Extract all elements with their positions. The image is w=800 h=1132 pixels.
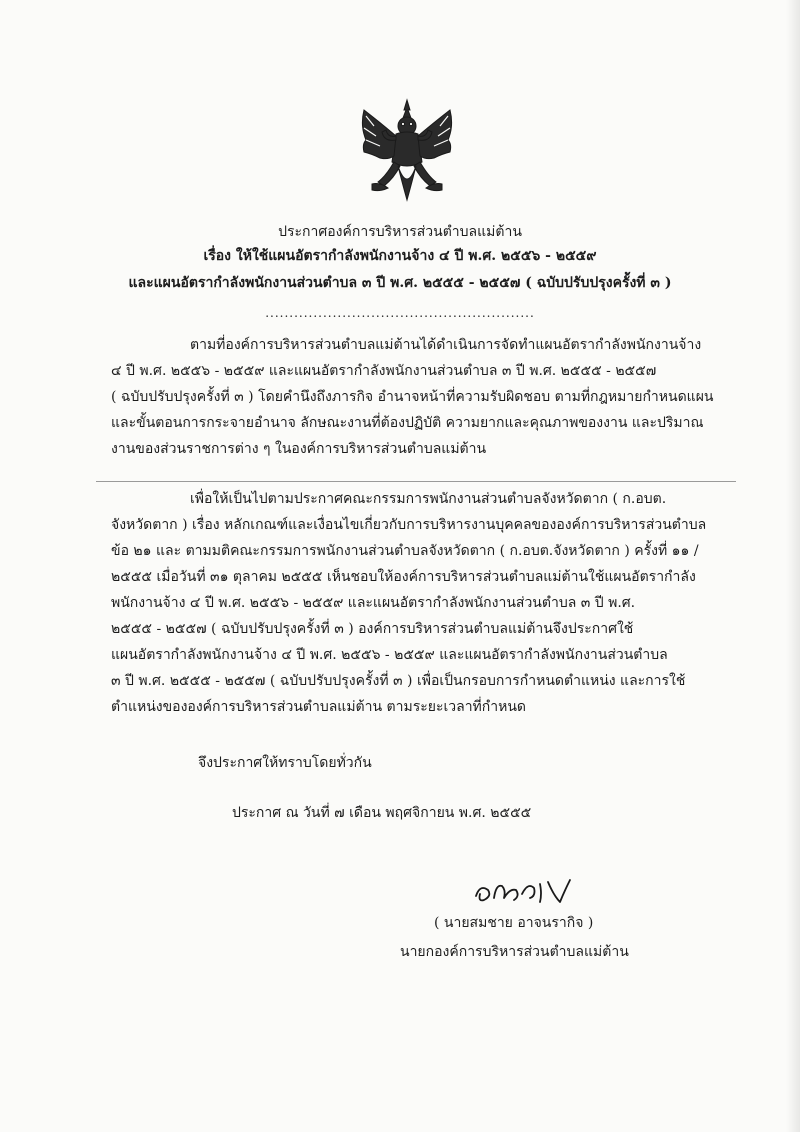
document-subject-line-1: เรื่อง ให้ใช้แผนอัตรากำลังพนักงานจ้าง ๔ ปี พ.ศ. ๒๕๕๖ - ๒๕๕๙ bbox=[203, 248, 597, 264]
paragraph-2-line-3: ข้อ ๒๑ และ ตามมติคณะกรรมการพนักงานส่วนตำบลจังหวัดตาก ( ก.อบต.จังหวัดตาก ) ครั้งที่ ๑๑ / bbox=[111, 543, 699, 559]
closing-statement: จึงประกาศให้ทราบโดยทั่วกัน bbox=[198, 755, 372, 771]
paragraph-1-line-2: ๔ ปี พ.ศ. ๒๕๕๖ - ๒๕๕๙ และแผนอัตรากำลังพนักงานส่วนตำบล ๓ ปี พ.ศ. ๒๕๕๕ - ๒๕๕๗ bbox=[111, 363, 657, 379]
paragraph-2-line-9: ตำแหน่งขององค์การบริหารส่วนตำบลแม่ต้าน ตามระยะเวลาที่กำหนด bbox=[111, 699, 527, 715]
announcement-date: ประกาศ ณ วันที่ ๗ เดือน พฤศจิกายน พ.ศ. ๒๕๕๕ bbox=[232, 805, 532, 821]
paragraph-1-line-3: ( ฉบับปรับปรุงครั้งที่ ๓ ) โดยคำนึงถึงภารกิจ อำนาจหน้าที่ความรับผิดชอบ ตามที่กฎหมายกำหนดแผน bbox=[111, 389, 714, 405]
paragraph-2-line-2: จังหวัดตาก ) เรื่อง หลักเกณฑ์และเงื่อนไขเกี่ยวกับการบริหารงานบุคคลขององค์การบริหารส่วนตำบล bbox=[111, 517, 707, 533]
header-separator: ........................................................ bbox=[265, 306, 535, 320]
signatory-name: ( นายสมชาย อาจนรากิจ ) bbox=[434, 915, 594, 931]
garuda-emblem-icon bbox=[352, 96, 462, 206]
paragraph-2-line-4: ๒๕๕๕ เมื่อวันที่ ๓๑ ตุลาคม ๒๕๕๕ เห็นชอบให้องค์การบริหารส่วนตำบลแม่ต้านใช้แผนอัตรากำลัง bbox=[111, 569, 696, 585]
paragraph-1-line-4: และขั้นตอนการกระจายอำนาจ ลักษณะงานที่ต้องปฏิบัติ ความยากและคุณภาพของงาน และปริมาณ bbox=[111, 415, 704, 431]
paragraph-1-line-5: งานของส่วนราชการต่าง ๆ ในองค์การบริหารส่วนตำบลแม่ต้าน bbox=[111, 441, 487, 457]
paragraph-2-line-8: ๓ ปี พ.ศ. ๒๕๕๕ - ๒๕๕๗ ( ฉบับปรับปรุงครั้งที่ ๓ ) เพื่อเป็นกรอบการกำหนดตำแหน่ง และการใช้ bbox=[111, 673, 686, 689]
handwritten-signature bbox=[470, 872, 580, 910]
paragraph-1-line-1: ตามที่องค์การบริหารส่วนตำบลแม่ต้านได้ดำเนินการจัดทำแผนอัตรากำลังพนักงานจ้าง bbox=[190, 337, 702, 353]
paragraph-2-line-6: ๒๕๕๕ - ๒๕๕๗ ( ฉบับปรับปรุงครั้งที่ ๓ ) องค์การบริหารส่วนตำบลแม่ต้านจึงประกาศใช้ bbox=[111, 621, 634, 637]
document-subject-line-2: และแผนอัตรากำลังพนักงานส่วนตำบล ๓ ปี พ.ศ. ๒๕๕๕ - ๒๕๕๗ ( ฉบับปรับปรุงครั้งที่ ๓ ) bbox=[128, 275, 672, 291]
scan-edge-shadow bbox=[786, 0, 800, 1132]
scan-crease-line bbox=[96, 481, 736, 482]
paragraph-2-line-7: แผนอัตรากำลังพนักงานจ้าง ๔ ปี พ.ศ. ๒๕๕๖ - ๒๕๕๙ และแผนอัตรากำลังพนักงานส่วนตำบล bbox=[111, 647, 668, 663]
signatory-position: นายกองค์การบริหารส่วนตำบลแม่ต้าน bbox=[400, 944, 629, 960]
document-title: ประกาศองค์การบริหารส่วนตำบลแม่ต้าน bbox=[278, 224, 522, 240]
paragraph-2-line-5: พนักงานจ้าง ๔ ปี พ.ศ. ๒๕๕๖ - ๒๕๕๙ และแผนอัตรากำลังพนักงานส่วนตำบล ๓ ปี พ.ศ. bbox=[111, 595, 636, 611]
paragraph-2-line-1: เพื่อให้เป็นไปตามประกาศคณะกรรมการพนักงานส่วนตำบลจังหวัดตาก ( ก.อบต. bbox=[190, 491, 667, 507]
